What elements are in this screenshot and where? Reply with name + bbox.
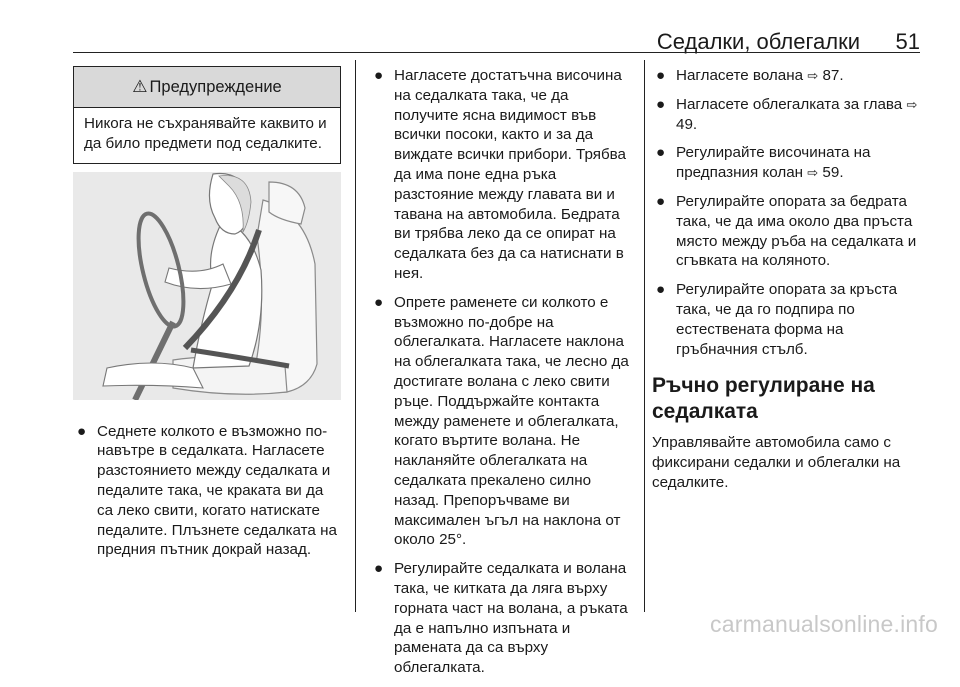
bullet-icon: ● (656, 192, 666, 210)
warning-text: Никога не съхранявайте каквито и да било предмети под седалките. (84, 115, 327, 152)
col2-bullet-list (370, 66, 636, 678)
list-item: ● Регулирайте опората за бедрата така, че да има около два пръста място между ръба на седалката и сгъвката на коляното. (656, 192, 917, 270)
section-heading: Ръчно регулиране на седалката (652, 374, 875, 424)
page-reference[interactable]: 59. (822, 164, 844, 182)
list-item: ● Регулирайте опората за кръста така, че да го подпира по естествената форма на гръбначния стълб. (656, 281, 898, 358)
page-title: Седалки, облегалки (656, 29, 860, 54)
warning-header (74, 67, 340, 108)
watermark: carmanualsonline.info (710, 611, 938, 637)
bullet-icon: ● (374, 293, 384, 311)
list-item: ● Опрете раменете си колкото е възможно по-добре на облегалката. Нагласете наклона на облегалката така, че лесно да достигате волана с леко свити ръце. Поддържайте контакта между раменете и облегалката, когато въртите волана. Не накланяйте облегалката на седалката прекалено силно назад. Препоръчваме ви максимален ъгъл на наклона от около 25°. (374, 293, 629, 549)
bullet-icon: ● (656, 144, 666, 162)
page-reference[interactable]: 87. (822, 67, 844, 84)
bullet-icon: ● (374, 67, 384, 84)
bullet-icon: ● (656, 281, 666, 299)
bullet-icon: ● (656, 67, 666, 84)
column-3 (652, 66, 928, 493)
page-reference[interactable]: 49. (676, 115, 698, 133)
bullet-icon: ● (374, 560, 384, 578)
list-item: ● Нагласете волана ⇨ 87. (656, 67, 844, 84)
column-divider-1 (355, 60, 356, 612)
list-item: ● Регулирайте седалката и волана така, че китката да ляга върху горната част на волана, а ръката да е напълно изпъната и рамената да са върху облегалката. (374, 560, 628, 677)
list-item: ● Регулирайте височината на предпазния колан ⇨ 59. (656, 144, 871, 182)
page-reference-arrow-icon: ⇨ (906, 96, 918, 112)
bullet-icon: ● (656, 95, 666, 113)
col1-bullet-list (73, 422, 341, 561)
column-2 (370, 66, 636, 687)
driver-seat-illustration (73, 172, 341, 400)
section-text: Управлявайте автомобила само с фиксирани седалки и облегалки на седалките. (652, 434, 901, 491)
list-item: ● Седнете колкото е възможно по-навътре в седалката. Нагласете разстоянието между седалката и педалите така, че краката ви да са леко свити, когато натискате педалите. Плъзнете седалката на предния пътник докрай назад. (77, 422, 337, 559)
header-divider (73, 52, 920, 53)
warning-triangle-icon: ⚠ (132, 77, 148, 96)
page-reference-arrow-icon: ⇨ (807, 68, 819, 83)
page-number: 51 (895, 29, 920, 54)
page-reference-arrow-icon: ⇨ (807, 165, 819, 181)
warning-title: Предупреждение (149, 78, 282, 96)
bullet-icon: ● (77, 422, 87, 440)
list-item: ● Нагласете облегалката за глава ⇨ 49. (656, 95, 918, 133)
column-divider-2 (644, 60, 645, 612)
col3-bullet-list (652, 66, 928, 359)
list-item: ● Нагласете достатъчна височина на седалката така, че да получите ясна видимост във всички посоки, както и за да виждате всички прибори. Трябва да има поне една ръка разстояние между главата ви и тавана на автомобила. Бедрата ви трябва леко да се опират на седалката без да са натиснати в нея. (374, 67, 627, 282)
column-1 (73, 66, 341, 569)
warning-box (73, 66, 341, 164)
